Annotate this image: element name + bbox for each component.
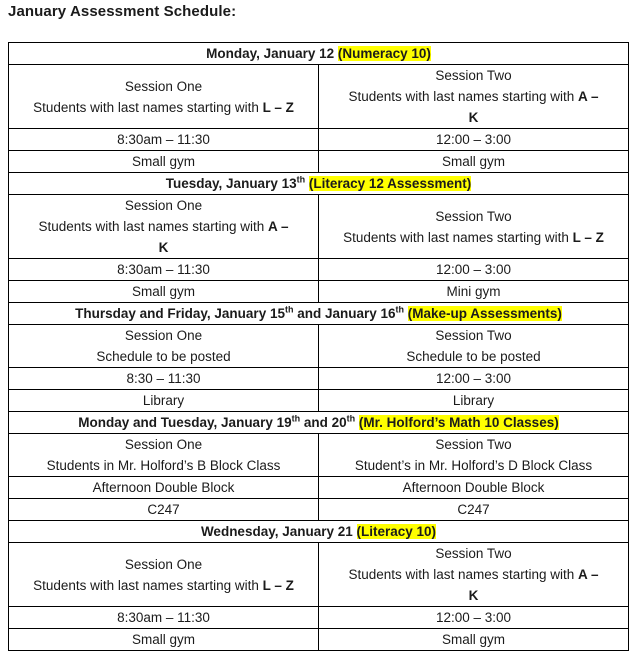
block-row-cell-left xyxy=(9,477,319,499)
cell-line xyxy=(11,477,316,498)
cell-line xyxy=(11,151,316,172)
cell-line xyxy=(321,325,626,346)
cell-line xyxy=(11,216,316,237)
ordinal-suffix: th xyxy=(296,174,306,185)
time-row-cell-right xyxy=(319,368,629,390)
location-row-cell-right xyxy=(319,629,629,651)
cell-line xyxy=(321,629,626,650)
text-run: Students with last names starting with xyxy=(33,99,263,115)
cell-line xyxy=(11,499,316,520)
cell-line xyxy=(321,107,626,128)
text-run: 12:00 – 3:00 xyxy=(435,610,512,625)
cell-line xyxy=(11,368,316,389)
ordinal-suffix: th xyxy=(346,413,356,424)
cell-line xyxy=(321,477,626,498)
text-run: Tuesday, January 13 xyxy=(165,176,297,191)
wednesday-jan-21-location-row xyxy=(9,629,629,651)
text-run: Small gym xyxy=(131,632,195,647)
text-run: Session One xyxy=(124,78,203,94)
time-row-cell-left xyxy=(9,129,319,151)
page-title: January Assessment Schedule: xyxy=(8,3,237,20)
text-run: Students with last names starting with xyxy=(348,89,579,104)
section-header-row-thursday-friday-jan-15-16 xyxy=(9,303,629,325)
room-row-cell-left xyxy=(9,499,319,521)
thursday-friday-jan-15-16-session-row xyxy=(9,325,629,368)
text-run: K xyxy=(468,110,479,125)
text-run: 8:30am – 11:30 xyxy=(117,132,210,147)
text-run: Students with last names starting with xyxy=(348,567,579,582)
time-row-cell-right xyxy=(319,129,629,151)
text-run: Session Two xyxy=(435,437,512,452)
text-run: and 20 xyxy=(300,415,347,430)
thursday-friday-jan-15-16-time-row xyxy=(9,368,629,390)
text-run: Library xyxy=(452,393,495,408)
cell-line xyxy=(321,499,626,520)
cell-line xyxy=(321,455,626,476)
cell-line xyxy=(11,325,316,346)
session-row-cell-left xyxy=(9,195,319,259)
text-run: Session Two xyxy=(435,328,512,343)
cell-line xyxy=(321,543,626,564)
session-row-cell-left xyxy=(9,325,319,368)
cell-line xyxy=(321,227,626,248)
text-run: Small gym xyxy=(441,154,505,169)
text-run: Mini gym xyxy=(446,284,501,299)
cell-line xyxy=(11,76,316,97)
text-run: Session Two xyxy=(435,208,512,224)
text-run: Small gym xyxy=(131,154,195,169)
text-run: Monday and Tuesday, January 19 xyxy=(78,415,292,430)
wednesday-jan-21-time-row xyxy=(9,607,629,629)
location-row-cell-right xyxy=(319,151,629,173)
location-row-cell-right xyxy=(319,281,629,303)
cell-line xyxy=(321,390,626,411)
cell-line xyxy=(321,564,626,585)
time-row-cell-right xyxy=(319,259,629,281)
cell-line xyxy=(321,86,626,107)
cell-line xyxy=(321,585,626,606)
cell-line xyxy=(11,195,316,216)
tuesday-jan-13-time-row xyxy=(9,259,629,281)
cell-line xyxy=(11,455,316,476)
time-row-cell-right xyxy=(319,607,629,629)
cell-line xyxy=(321,65,626,86)
cell-line xyxy=(321,259,626,280)
highlighted-label: (Literacy 10) xyxy=(356,524,437,539)
section-header-cell xyxy=(9,43,629,65)
ordinal-suffix: th xyxy=(284,304,294,315)
cell-line xyxy=(321,206,626,227)
cell-line xyxy=(321,607,626,628)
text-run: and January 16 xyxy=(293,306,396,321)
tuesday-jan-13-location-row xyxy=(9,281,629,303)
highlighted-label: (Mr. Holford’s Math 10 Classes) xyxy=(358,415,559,430)
section-header-row-monday-tuesday-jan-19-20 xyxy=(9,412,629,434)
cell-line xyxy=(11,259,316,280)
text-run: C247 xyxy=(457,502,490,517)
cell-line xyxy=(11,629,316,650)
section-header-cell xyxy=(9,412,629,434)
text-run: 8:30am – 11:30 xyxy=(117,610,210,625)
cell-line xyxy=(321,434,626,455)
text-run: Session Two xyxy=(435,546,512,561)
location-row-cell-left xyxy=(9,629,319,651)
cell-line xyxy=(11,97,316,118)
text-run: Student’s in Mr. Holford’s D Block Class xyxy=(354,458,593,473)
cell-line xyxy=(321,151,626,172)
text-run: K xyxy=(158,240,169,255)
text-run: L – Z xyxy=(572,229,604,245)
monday-jan-12-time-row xyxy=(9,129,629,151)
session-row-cell-left xyxy=(9,434,319,477)
text-run: Afternoon Double Block xyxy=(402,480,545,495)
text-run: Students in Mr. Holford’s B Block Class xyxy=(46,458,281,473)
cell-line xyxy=(321,346,626,367)
monday-jan-12-location-row xyxy=(9,151,629,173)
text-run: Students with last names starting with xyxy=(343,229,573,245)
text-run: Session Two xyxy=(435,68,512,83)
location-row-cell-right xyxy=(319,390,629,412)
cell-line xyxy=(11,237,316,258)
text-run: Session One xyxy=(124,198,203,213)
session-row-cell-left xyxy=(9,543,319,607)
location-row-cell-left xyxy=(9,390,319,412)
session-row-cell-right xyxy=(319,543,629,607)
text-run: 12:00 – 3:00 xyxy=(435,132,512,147)
text-run: 12:00 – 3:00 xyxy=(435,262,512,277)
text-run: Schedule to be posted xyxy=(406,349,541,364)
assessment-schedule-table xyxy=(8,42,629,651)
schedule-table-body xyxy=(9,43,629,651)
section-header-cell xyxy=(9,521,629,543)
highlighted-label: (Literacy 12 Assessment) xyxy=(308,176,472,191)
session-row-cell-right xyxy=(319,65,629,129)
cell-line xyxy=(321,281,626,302)
section-header-row-wednesday-jan-21 xyxy=(9,521,629,543)
cell-line xyxy=(11,346,316,367)
text-run: K xyxy=(468,588,479,603)
monday-tuesday-jan-19-20-room-row xyxy=(9,499,629,521)
session-row-cell-left xyxy=(9,65,319,129)
text-run: L – Z xyxy=(262,577,294,593)
text-run: 8:30 – 11:30 xyxy=(126,371,201,386)
cell-line xyxy=(11,390,316,411)
text-run: A – xyxy=(578,567,599,582)
time-row-cell-left xyxy=(9,607,319,629)
text-run: Students with last names starting with xyxy=(33,577,263,593)
session-row-cell-right xyxy=(319,195,629,259)
text-run: Session One xyxy=(124,556,203,572)
highlighted-label: (Numeracy 10) xyxy=(337,46,431,61)
text-run: Session One xyxy=(124,437,203,452)
cell-line xyxy=(11,129,316,150)
cell-line xyxy=(321,368,626,389)
thursday-friday-jan-15-16-location-row xyxy=(9,390,629,412)
location-row-cell-left xyxy=(9,281,319,303)
text-run: 8:30am – 11:30 xyxy=(117,262,210,277)
cell-line xyxy=(11,554,316,575)
text-run: Schedule to be posted xyxy=(96,349,231,364)
section-header-row-tuesday-jan-13 xyxy=(9,173,629,195)
text-run: Thursday and Friday, January 15 xyxy=(75,306,285,321)
text-run: Small gym xyxy=(441,632,505,647)
section-header-cell xyxy=(9,303,629,325)
text-run: C247 xyxy=(147,502,180,517)
text-run: Students with last names starting with xyxy=(38,219,269,234)
text-run: L – Z xyxy=(262,99,294,115)
room-row-cell-right xyxy=(319,499,629,521)
text-run: Library xyxy=(142,393,185,408)
ordinal-suffix: th xyxy=(291,413,301,424)
section-header-cell xyxy=(9,173,629,195)
text-run: Monday, January 12 xyxy=(206,46,338,61)
cell-line xyxy=(11,607,316,628)
location-row-cell-left xyxy=(9,151,319,173)
ordinal-suffix: th xyxy=(395,304,405,315)
text-run: A – xyxy=(578,89,599,104)
text-run: 12:00 – 3:00 xyxy=(435,371,512,386)
monday-tuesday-jan-19-20-block-row xyxy=(9,477,629,499)
tuesday-jan-13-session-row xyxy=(9,195,629,259)
text-run: Wednesday, January 21 xyxy=(200,524,357,539)
text-run: Session One xyxy=(124,328,203,343)
cell-line xyxy=(11,434,316,455)
section-header-row-monday-jan-12 xyxy=(9,43,629,65)
wednesday-jan-21-session-row xyxy=(9,543,629,607)
time-row-cell-left xyxy=(9,259,319,281)
session-row-cell-right xyxy=(319,325,629,368)
text-run: Afternoon Double Block xyxy=(92,480,235,495)
monday-jan-12-session-row xyxy=(9,65,629,129)
monday-tuesday-jan-19-20-session-row xyxy=(9,434,629,477)
cell-line xyxy=(321,129,626,150)
text-run: A – xyxy=(268,219,289,234)
cell-line xyxy=(11,281,316,302)
highlighted-label: (Make-up Assessments) xyxy=(407,306,562,321)
text-run: Small gym xyxy=(131,284,195,299)
session-row-cell-right xyxy=(319,434,629,477)
time-row-cell-left xyxy=(9,368,319,390)
block-row-cell-right xyxy=(319,477,629,499)
cell-line xyxy=(11,575,316,596)
